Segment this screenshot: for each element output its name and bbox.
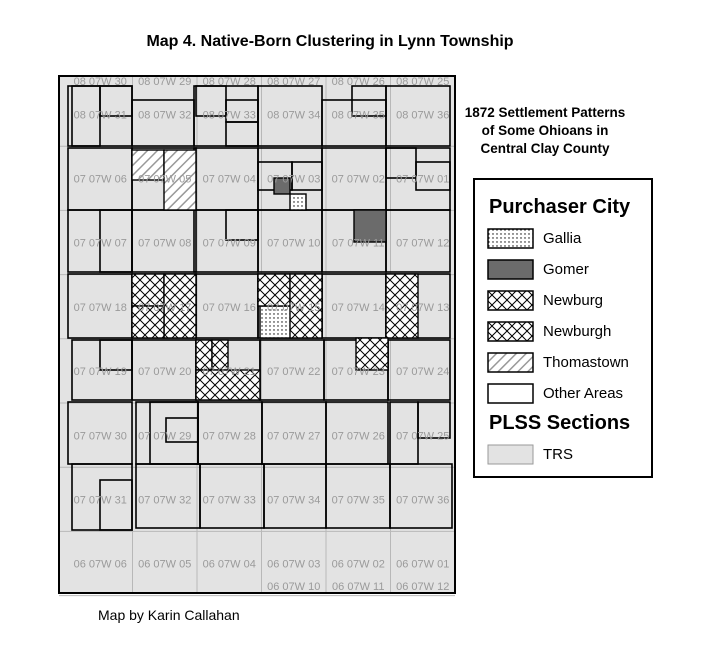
legend-label: Gomer: [543, 261, 589, 278]
legend-swatch-crosshatch: [487, 321, 535, 343]
section-label: 08 07W 26: [331, 76, 385, 88]
section-label: 06 07W 04: [202, 558, 256, 571]
section-label: 06 07W 01: [396, 558, 450, 571]
section-label: 07 07W 23: [331, 366, 385, 379]
section-label: 07 07W 20: [138, 366, 192, 379]
legend-label: TRS: [543, 446, 573, 463]
section-label: 08 07W 27: [267, 76, 321, 88]
section-label: 07 07W 13: [396, 301, 450, 314]
section-label: 06 07W 03: [267, 558, 321, 571]
legend-swatch-crosshatch: [487, 290, 535, 312]
section-label: 07 07W 11: [332, 237, 385, 250]
section-label: 07 07W 27: [267, 430, 321, 443]
section-label: 07 07W 12: [396, 237, 450, 250]
section-label: 07 07W 34: [267, 494, 321, 507]
legend-label: Newburgh: [543, 323, 612, 340]
section-label: 07 07W 10: [267, 237, 321, 250]
legend-item-other-areas: [487, 383, 647, 405]
section-label: 07 07W 06: [73, 173, 127, 186]
section-label: 07 07W 17: [138, 301, 192, 314]
section-label: 07 07W 09: [202, 237, 256, 250]
section-label: 07 07W 04: [202, 173, 256, 186]
section-label: 06 07W 02: [331, 558, 385, 571]
legend-label: Newburg: [543, 292, 604, 309]
side-note-line: of Some Ohioans in: [481, 123, 609, 138]
section-label: 08 07W 29: [138, 76, 192, 88]
section-label: 07 07W 29: [138, 430, 192, 443]
legend-item-gallia: [487, 228, 647, 250]
legend-label: Other Areas: [543, 385, 624, 402]
section-label: 08 07W 25: [396, 76, 450, 88]
section-label: 07 07W 14: [331, 301, 385, 314]
legend-item-trs: [487, 444, 647, 466]
section-label: 07 07W 01: [396, 173, 450, 186]
section-label: 07 07W 07: [73, 237, 127, 250]
map-credit: Map by Karin Callahan: [98, 607, 240, 623]
legend-swatch-trs: [487, 444, 535, 466]
legend-label: Gallia: [543, 230, 582, 247]
section-label: 06 07W 11: [332, 581, 385, 593]
section-label: 07 07W 30: [73, 430, 127, 443]
section-label: 08 07W 31: [73, 109, 127, 122]
section-label: 07 07W 05: [138, 173, 192, 186]
section-label: 08 07W 33: [202, 109, 256, 122]
legend-item-newburgh: [487, 321, 647, 343]
section-label: 06 07W 12: [396, 581, 450, 593]
legend-swatch-dots: [487, 228, 535, 250]
section-label: 07 07W 33: [202, 494, 256, 507]
section-label: 07 07W 31: [73, 494, 127, 507]
section-label: 08 07W 34: [267, 109, 321, 122]
section-label: 07 07W 24: [396, 366, 450, 379]
section-label: 07 07W 25: [396, 430, 450, 443]
section-label: 08 07W 32: [138, 109, 192, 122]
section-label: 06 07W 05: [138, 558, 192, 571]
legend-purchaser-heading: Purchaser City: [489, 196, 631, 218]
section-label: 06 07W 10: [267, 581, 321, 593]
side-note-line: Central Clay County: [480, 141, 610, 156]
section-label: 07 07W 26: [331, 430, 385, 443]
legend-plss-heading: PLSS Sections: [489, 412, 631, 434]
section-label: 07 07W 08: [138, 237, 192, 250]
map-title: Map 4. Native-Born Clustering in Lynn Township: [146, 33, 514, 50]
side-note-line: 1872 Settlement Patterns: [464, 105, 626, 120]
legend-item-newburg: [487, 290, 647, 312]
section-label: 07 07W 03: [267, 173, 321, 186]
section-label: 07 07W 19: [73, 366, 127, 379]
section-label: 07 07W 32: [138, 494, 192, 507]
section-label: 07 07W 22: [267, 366, 321, 379]
legend-swatch-solid: [487, 259, 535, 281]
section-label: 07 07W 16: [202, 301, 256, 314]
legend-item-gomer: [487, 259, 647, 281]
section-label: 07 07W 18: [73, 301, 127, 314]
section-label: 08 07W 35: [331, 109, 385, 122]
section-label: 07 07W 02: [331, 173, 385, 186]
section-label: 07 07W 21: [202, 366, 256, 379]
legend-item-thomastown: [487, 352, 647, 374]
parcel-gallia: [290, 194, 306, 210]
section-label: 06 07W 06: [73, 558, 127, 571]
section-label: 08 07W 36: [396, 109, 450, 122]
section-label: 07 07W 36: [396, 494, 450, 507]
side-note: [460, 104, 630, 158]
legend-label: Thomastown: [543, 354, 629, 371]
legend-swatch-outline: [487, 383, 535, 405]
section-label: 07 07W 15: [267, 301, 321, 314]
legend-swatch-diagonal: [487, 352, 535, 374]
section-label: 08 07W 28: [202, 76, 256, 88]
section-label: 07 07W 28: [202, 430, 256, 443]
section-label: 07 07W 35: [331, 494, 385, 507]
legend: [473, 178, 653, 478]
section-label: 08 07W 30: [73, 76, 127, 88]
